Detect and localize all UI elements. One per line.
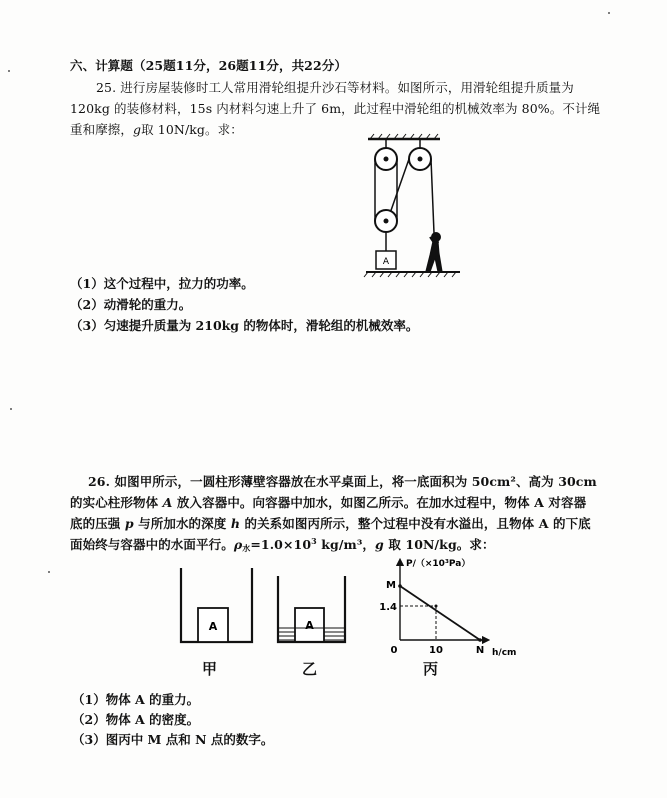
- block-a-jia-label: A: [208, 620, 218, 633]
- container-yi-figure: [276, 574, 348, 646]
- q26-exponent: 3: [311, 536, 317, 546]
- load-box-label: A: [382, 257, 390, 267]
- q26-line-4-b: =1.0×10: [250, 537, 312, 552]
- q26-sub-2: （2）物体 A 的密度。: [72, 712, 200, 727]
- scan-speck: [8, 70, 10, 72]
- figure-caption-bing: 丙: [423, 660, 439, 678]
- q26-rho-symbol: ρ: [233, 537, 243, 552]
- data-point-n: [478, 638, 482, 642]
- fixed-pulley-left: [375, 148, 397, 170]
- q25-sub-1: （1）这个过程中，拉力的功率。: [70, 276, 254, 291]
- series-line: [400, 586, 480, 640]
- q26-line-4-d: 取 10N/kg。求：: [383, 537, 495, 552]
- q25-sub-3: （3）匀速提升质量为 210kg 的物体时，滑轮组的机械效率。: [70, 318, 419, 333]
- q26-h-symbol: h: [230, 516, 241, 531]
- q25-line-3-pre: 重和摩擦，: [70, 122, 134, 137]
- q25-line-3-post: 取 10N/kg。求：: [141, 122, 243, 137]
- movable-pulley: [375, 210, 397, 251]
- x-label-n: N: [475, 645, 485, 656]
- ground: [364, 272, 460, 277]
- q26-line-4-a: 面始终与容器中的水面平行。: [70, 537, 234, 552]
- q26-g-symbol: g: [375, 537, 384, 552]
- q26-line-4-c: kg/m³，: [316, 537, 376, 552]
- data-point-10-1.4: [435, 605, 438, 608]
- container-jia-figure: [178, 566, 258, 646]
- q26-line-2-post: 放入容器中。向容器中加水，如图乙所示。在加水过程中，物体 A 对容器: [172, 495, 587, 510]
- figure-caption-yi: 乙: [302, 660, 318, 678]
- q26-line-3: [70, 514, 591, 532]
- scan-speck: [608, 12, 610, 14]
- q26-line-1: 26. 如图甲所示，一圆柱形薄壁容器放在水平桌面上，将一底面积为 50cm²、高为 30cm: [88, 474, 597, 489]
- q26-sub-3: （3）图丙中 M 点和 N 点的数字。: [72, 732, 274, 747]
- data-point-m: [398, 584, 402, 588]
- fixed-pulley-right: [409, 148, 431, 170]
- load-box: [376, 251, 396, 269]
- q26-rho-subscript: 水: [242, 543, 251, 553]
- y-label-1.4: 1.4: [379, 602, 397, 613]
- q26-p-symbol: p: [124, 516, 134, 531]
- x-label-10: 10: [429, 645, 443, 656]
- q26-sub-1: （1）物体 A 的重力。: [72, 692, 200, 707]
- q25-line-3: [70, 120, 243, 138]
- section-title: 六、计算题（25题11分，26题11分，共22分）: [70, 58, 347, 73]
- q26-line-3-post: 的关系如图丙所示，整个过程中没有水溢出，且物体 A 的下底: [240, 516, 591, 531]
- scan-speck: [48, 571, 50, 573]
- y-axis-label: P/（×10³Pa）: [406, 559, 471, 569]
- worker-figure: [426, 233, 442, 273]
- y-label-m: M: [386, 580, 396, 591]
- ceiling: [368, 134, 440, 139]
- scan-speck: [10, 408, 12, 410]
- x-axis-label: h/cm: [492, 648, 517, 656]
- q26-line-2: [70, 493, 586, 511]
- q25-g-symbol: g: [133, 122, 142, 137]
- q26-line-3-pre: 底的压强: [70, 516, 125, 531]
- q25-line-2: 120kg 的装修材料，15s 内材料匀速上升了 6m，此过程中滑轮组的机械效率为 80%。不计绳: [70, 101, 601, 116]
- q25-sub-2: （2）动滑轮的重力。: [70, 297, 192, 312]
- q26-line-2-pre: 的实心柱形物体: [70, 495, 163, 510]
- pressure-depth-graph: [370, 556, 530, 656]
- q25-line-1: 25. 进行房屋装修时工人常用滑轮组提升沙石等材料。如图所示，用滑轮组提升质量为: [96, 80, 574, 95]
- q26-A-symbol: A: [162, 495, 173, 510]
- origin-label: 0: [390, 645, 398, 656]
- block-a-yi-label: A: [305, 619, 314, 632]
- q26-line-4: [70, 535, 495, 554]
- pulley-system-figure: [360, 133, 475, 283]
- figure-caption-jia: 甲: [202, 660, 218, 678]
- q26-line-3-mid: 与所加水的深度: [133, 516, 231, 531]
